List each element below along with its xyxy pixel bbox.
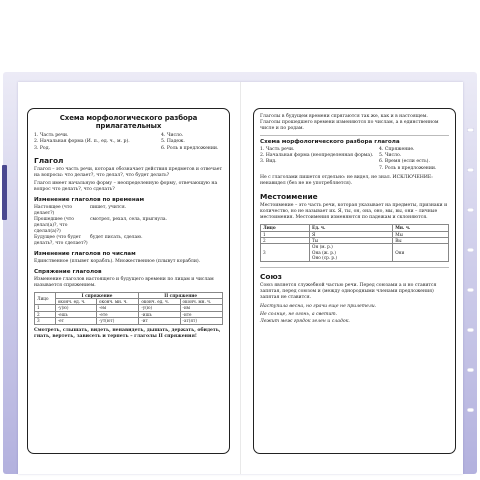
divider <box>260 135 449 136</box>
table-header: оконч. ед. ч. <box>139 299 180 305</box>
table-header: Лицо <box>261 225 310 231</box>
binding-hole <box>467 408 474 412</box>
verb-scheme-item: 3. Вид. <box>260 159 277 165</box>
verb-scheme-item: 4. Спряжение. <box>379 146 415 152</box>
table-header: I спряжение <box>55 292 139 298</box>
table-row: 3 Он (м. р.) Она (ж. р.) Оно (ср. р.) Они <box>261 244 449 261</box>
pronoun-heading: Местоимение <box>260 191 318 201</box>
table-header: II спряжение <box>139 292 223 298</box>
conjugation-text: Изменение глаголов настоящего и будущего времени по лицам и числам называется спряжением. <box>34 277 214 289</box>
number-heading: Изменение глаголов по числам <box>34 251 136 258</box>
binding-hole <box>467 128 474 132</box>
future-tense-text: Глаголы в будущем времени спрягаются так же, как и в настоящем. Глаголы прошедшего времени изменяются по числам, а в единственном числе и по родам. <box>260 114 439 132</box>
pronoun-definition: Местоимение – это часть речи, которая указывает на предметы, признаки и количество, но не называет их. Я, ты, он, она, оно, мы, вы, они – личные местоимения. Местоимения изменяются по падежам и склоняются. <box>260 202 448 221</box>
verb-definition: Глагол – это часть речи, которая обозначает действия предметов и отвечает на вопросы: что делает?, что делал?, что будет делать? <box>34 167 223 179</box>
left-page-panel <box>27 108 230 454</box>
table-header: Ед. ч. <box>310 225 393 231</box>
example-sentence: Не солнце, не огонь, а светит. <box>260 311 338 317</box>
conjugation-exceptions: Смотреть, слышать, видеть, ненавидеть, дышать, держать, обидеть, гнать, вертеть, зависеть и терпеть – глаголы II спряжения! <box>34 327 221 339</box>
tense-row: Настоящее (что делает?) пишет, учится. <box>34 205 127 217</box>
conjugation-table <box>34 292 223 325</box>
adj-scheme-item: 6. Роль в предложении. <box>161 145 219 151</box>
pronoun-table <box>260 224 449 261</box>
verb-scheme-item: 5. Число. <box>379 153 402 159</box>
verb-scheme-item: 7. Роль в предложении. <box>379 165 437 171</box>
table-header: оконч. мн. ч. <box>180 299 222 305</box>
verb-scheme-item: 1. Часть речи. <box>260 146 295 152</box>
verb-scheme-list <box>260 147 449 173</box>
tense-row: Прошедшее (что делал(а)?, что сделал(а)?) смотрел, рехал, села, прыгнула. <box>34 217 167 235</box>
verb-initial-form: Глагол имеет начальную форму – неопределенную форму, отвечающую на вопрос что делать?, что сделать? <box>34 180 218 192</box>
ne-with-verbs-note: Не с глаголами пишется отдельно: не видел, не знал. ИСКЛЮЧЕНИЕ: ненавидел (без не не употребляется). <box>260 175 433 187</box>
table-row: 3 -ет -ут(ют) -ит -ат(ят) <box>35 318 223 324</box>
example-sentence: Лежит меж грядок зелен и сладок. <box>260 318 350 324</box>
verb-heading: Глагол <box>34 156 64 166</box>
verb-scheme-title: Схема морфологического разбора глагола <box>260 138 400 145</box>
binding-hole <box>467 248 474 252</box>
center-fold <box>240 82 241 474</box>
example-sentence: Наступила весна, но грачи еще не прилетели. <box>260 304 377 310</box>
binding-hole <box>467 168 474 172</box>
table-row: 2 Ты Вы <box>261 238 449 244</box>
adj-scheme-list <box>34 133 223 152</box>
table-header: оконч. мн. ч. <box>96 299 138 305</box>
cover-tab <box>2 165 7 220</box>
table-row: 1 -у(ю) -ем -у(ю) -им <box>35 305 223 311</box>
number-text: Единственное (плывет кораблъ). Множественное (плывут корабли). <box>34 259 201 265</box>
verb-scheme-item: 6. Время (если есть). <box>379 159 430 165</box>
conjunction-heading: Союз <box>260 271 282 281</box>
adj-scheme-item: 1. Часть речи. <box>34 133 69 138</box>
adj-scheme-item: 3. Род. <box>34 145 50 151</box>
tense-heading: Изменение глаголов по временам <box>34 197 145 204</box>
table-row: 1 Я Мы <box>261 231 449 237</box>
binding-hole <box>467 328 474 332</box>
tense-row: Будущее (что будет делать?, что сделает?) будет писать, сделаю. <box>34 235 143 247</box>
adj-scheme-item: 2. Начальная форма (И. п., ед. ч., м. р). <box>34 139 130 145</box>
binding-hole <box>467 368 474 372</box>
adj-scheme-title: Схема морфологического разбора прилагательных <box>59 114 198 130</box>
table-header: Лицо <box>35 292 56 305</box>
conjugation-heading: Спряжение глаголов <box>34 269 102 276</box>
table-header: оконч. ед. ч. <box>55 299 96 305</box>
binding-hole <box>467 208 474 212</box>
binding-hole <box>467 288 474 292</box>
right-page-panel <box>253 108 456 454</box>
divider <box>260 267 449 268</box>
adj-scheme-item: 4. Число. <box>161 133 184 138</box>
adj-scheme-item: 5. Падеж. <box>161 139 185 145</box>
table-row: 2 -ешь -ете -ишь -ите <box>35 311 223 317</box>
table-header: Мн. ч. <box>393 225 449 231</box>
conjunction-definition: Союз является служебной частью речи. Перед союзами а и но ставится запятая, перед союзом и (между однородными членами предложения) запятая не ставится. <box>260 282 437 301</box>
verb-scheme-item: 2. Начальная форма (неопределенная форма). <box>260 153 374 159</box>
